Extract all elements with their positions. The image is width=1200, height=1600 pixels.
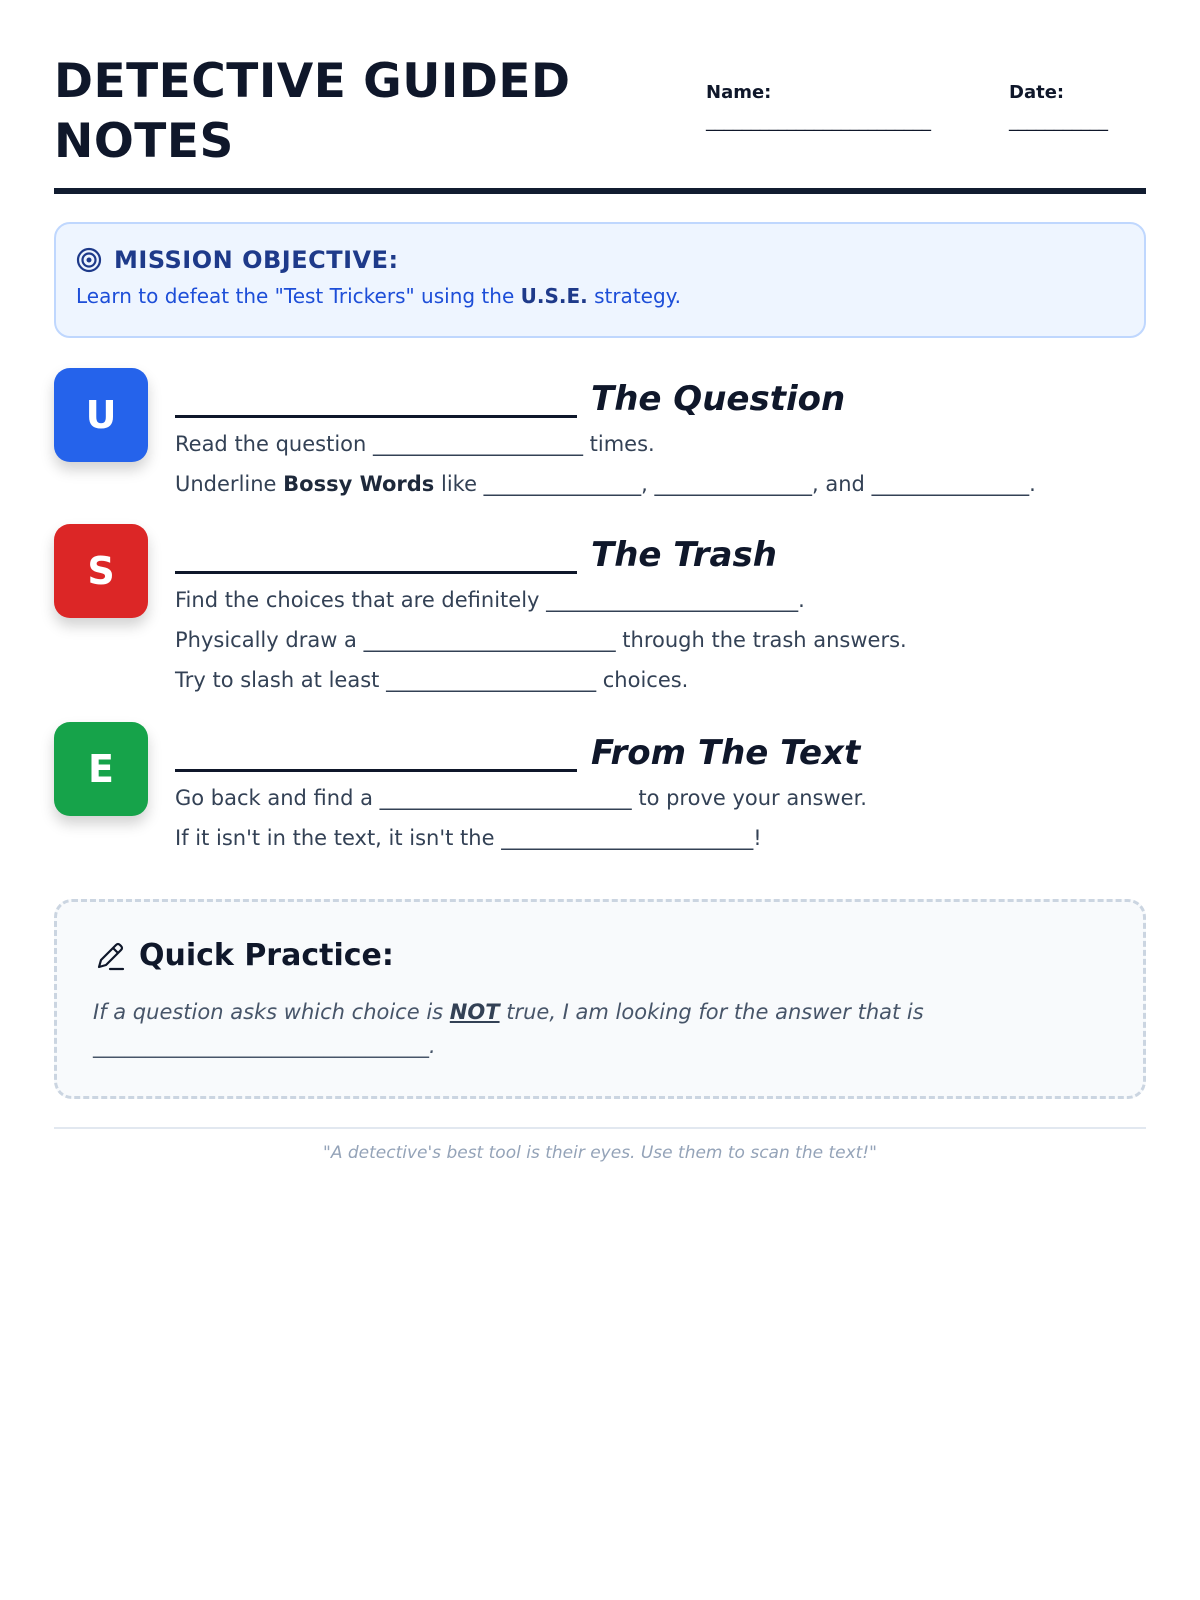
target-icon (76, 247, 102, 273)
step-line (175, 627, 1146, 654)
line-text: , (641, 472, 655, 496)
step-title: The Trash (591, 535, 777, 575)
name-field (706, 82, 931, 132)
line-text: If it isn't in the text, it isn't the (175, 826, 502, 850)
date-field (1009, 82, 1108, 132)
fill-blank[interactable]: _______________ (871, 472, 1030, 496)
line-text: times. (582, 432, 655, 456)
line-text: Read the question (175, 432, 373, 456)
heading-blank[interactable] (175, 383, 577, 418)
line-text: Try to slash at least (175, 668, 387, 692)
fill-blank[interactable]: _______________ (654, 472, 813, 496)
step-heading (175, 368, 1146, 418)
pencil-icon (93, 939, 127, 973)
worksheet-header (54, 0, 1146, 194)
practice-title: Quick Practice: (139, 938, 394, 973)
step-title: The Question (591, 379, 846, 419)
heading-blank[interactable] (175, 539, 577, 574)
heading-blank[interactable] (175, 737, 577, 772)
mission-strategy-name: U.S.E. (520, 284, 588, 308)
step-e (54, 722, 1146, 852)
fill-blank[interactable]: ________________________________ (93, 1034, 429, 1058)
mission-heading (76, 246, 1124, 274)
name-label: Name: (706, 82, 772, 103)
line-text: ! (753, 826, 762, 850)
step-line (175, 667, 1146, 694)
mission-text-start: Learn to defeat the "Test Trickers" using the (76, 284, 521, 308)
fill-blank[interactable]: _______________ (483, 472, 642, 496)
practice-text-end: . (429, 1034, 436, 1058)
step-line (175, 471, 1146, 498)
fill-blank[interactable]: ________________________ (379, 786, 632, 810)
date-label: Date: (1009, 82, 1065, 103)
line-text: . (798, 588, 805, 612)
step-title: From The Text (591, 733, 861, 773)
line-text: through the trash answers. (615, 628, 907, 652)
line-text: Underline (175, 472, 284, 496)
practice-prompt (93, 995, 1107, 1063)
line-text: choices. (596, 668, 689, 692)
mission-title: MISSION OBJECTIVE: (114, 246, 399, 274)
step-line (175, 587, 1146, 614)
line-text: . (1029, 472, 1036, 496)
fill-blank[interactable]: ________________________ (363, 628, 616, 652)
step-badge-u: U (54, 368, 148, 462)
step-s (54, 524, 1146, 694)
step-u (54, 368, 1146, 498)
line-text: Physically draw a (175, 628, 364, 652)
line-text: like (434, 472, 484, 496)
page-title: DETECTIVE GUIDED NOTES (54, 54, 571, 169)
line-text: to prove your answer. (631, 786, 867, 810)
fill-blank[interactable]: ____________________ (372, 432, 583, 456)
step-line (175, 825, 1146, 852)
bossy-words-term: Bossy Words (283, 472, 435, 496)
practice-text-mid: true, I am looking for the answer that is (499, 1000, 924, 1024)
line-text: Go back and find a (175, 786, 380, 810)
fill-blank[interactable]: ________________________ (501, 826, 754, 850)
mission-text-end: strategy. (587, 284, 681, 308)
step-badge-e: E (54, 722, 148, 816)
fill-blank[interactable]: ____________________ (386, 668, 597, 692)
footer-quote: "A detective's best tool is their eyes. Use them to scan the text!" (54, 1127, 1146, 1163)
fill-blank[interactable]: ________________________ (546, 588, 799, 612)
line-text: , and (812, 472, 872, 496)
step-badge-s: S (54, 524, 148, 618)
practice-heading (93, 938, 1107, 973)
step-heading (175, 524, 1146, 574)
quick-practice-box (54, 899, 1146, 1099)
name-blank[interactable]: _________________________ (706, 111, 931, 132)
step-line (175, 431, 1146, 458)
practice-negation: NOT (449, 1000, 500, 1024)
line-text: Find the choices that are definitely (175, 588, 547, 612)
practice-text-start: If a question asks which choice is (93, 1000, 450, 1024)
step-heading (175, 722, 1146, 772)
mission-text (76, 284, 1124, 308)
step-line (175, 785, 1146, 812)
mission-objective-box (54, 222, 1146, 338)
date-blank[interactable]: ___________ (1009, 111, 1108, 132)
